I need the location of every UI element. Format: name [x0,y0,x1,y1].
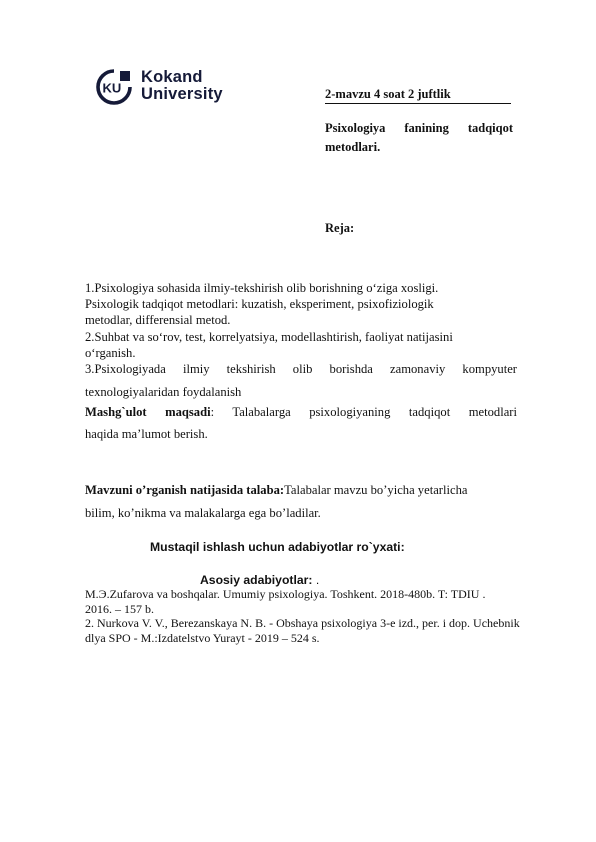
lesson-goal-text-2: haqida ma’lumot berish. [85,427,208,441]
reference-list [85,587,555,645]
header-underline [325,103,511,104]
learning-outcome-label: Mavzuni o’rganish natijasida talaba: [85,483,285,497]
logo-mark-text: KU [102,80,122,96]
lesson-goal [85,401,517,445]
reference-1-line-2: 2016. – 157 b. [85,601,154,616]
main-literature-suffix: . [312,573,320,587]
plan-line-3: metodlar, differensial metod. [85,313,231,328]
plan-list [85,280,517,405]
plan-line-6: 3.Psixologiyada ilmiy tekshirish olib borishda zamonaviy kompyuter [85,362,517,377]
plan-heading: Reja: [325,221,355,235]
ku-logo-mark-icon [95,68,133,106]
plan-line-1: 1.Psixologiya sohasida ilmiy-tekshirish olib borishning o‘ziga xosligi. [85,281,439,295]
self-study-heading: Mustaqil ishlash uchun adabiyotlar ro`yxati: [150,540,405,554]
university-logo [95,66,235,108]
learning-outcome [85,479,517,525]
lesson-goal-label: Mashg`ulot maqsadi [85,405,211,419]
learning-outcome-text-1: Talabalar mavzu bo’yicha yetarlicha [284,483,468,497]
reference-2-line-1: 2. Nurkova V. V., Berezanskaya N. B. - Obshaya psixologiya 3-e izd., per. i dop. Uchebnik [85,616,520,630]
main-literature-label: Asosiy adabiyotlar: [200,573,313,587]
topic-title-line-2: metodlari. [325,140,381,154]
lesson-goal-text-1: : Talabalarga psixologiyaning tadqiqot metodlari [210,405,517,419]
reference-2-line-2: dlya SPO - M.:Izdatelstvo Yurayt - 2019 – 524 s. [85,630,320,645]
lesson-goal-line-1 [85,401,517,423]
topic-title [325,119,513,157]
logo-wordmark [141,69,223,103]
plan-line-2: Psixologik tadqiqot metodlari: kuzatish, eksperiment, psixofiziologik [85,297,434,312]
learning-outcome-line-1 [85,479,517,502]
lesson-info: 2-mavzu 4 soat 2 juftlik [325,87,451,101]
plan-line-4: 2.Suhbat va so‘rov, test, korrelyatsiya, modellashtirish, faoliyat natijasini [85,329,453,344]
topic-title-line-1: Psixologiya fanining tadqiqot [325,121,513,135]
reference-1-line-1: M.Э.Zufarova va boshqalar. Umumiy psixologiya. Toshkent. 2018-480b. T: TDIU . [85,587,486,601]
logo-line-1: Kokand [141,68,203,86]
plan-line-5: o‘rganish. [85,345,136,360]
main-literature-heading [200,573,319,587]
learning-outcome-text-2: bilim, ko’nikma va malakalarga ega bo’ladilar. [85,506,321,520]
logo-line-2: University [141,85,223,103]
plan-line-7: texnologiyalaridan foydalanish [85,385,242,400]
